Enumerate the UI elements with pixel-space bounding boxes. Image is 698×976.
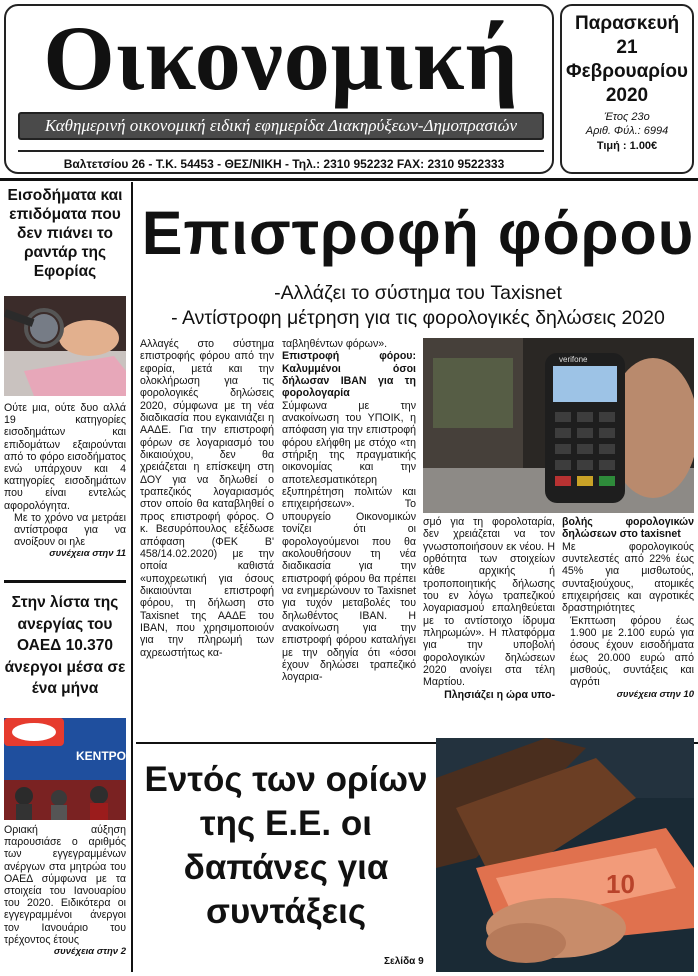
bottom-photo-banknotes: [436, 738, 694, 972]
newspaper-address: Βαλτετσίου 26 - Τ.Κ. 54453 - ΘΕΣ/ΝΙΚΗ - Τηλ.: 2310 952232 FAX: 2310 9522333: [63, 157, 505, 171]
bottom-headline: Εντός των ορίων της Ε.Ε. οι δαπάνες για συντάξεις: [144, 760, 428, 931]
left-story2-continued[interactable]: συνέχεια στην 2: [53, 946, 126, 958]
col3-text: σμό για τη φορολοταρία, δεν χρειάζεται να τον γνωστοποιήσουν εκ νέου. Η ορθότητα των στοιχείων κάθε αρχικής ή τροποποιητικής δήλωσης του εν λόγω τραπεζικού λογαριασμού επαληθεύεται με το αντίστοιχο ίδρυμα πληρωμών». Η πλατφόρμα για την υποβολή φορολογικών δηλώσεων 2020 ανοίγει στα τέλη Μαρτίου.: [423, 516, 555, 689]
price-value: 1.00€: [629, 140, 658, 152]
col2-subhead: Επιστροφή φόρου: Καλυμμένοι όσοι δήλωσαν ΙΒΑΝ για τη φορολογαρία: [282, 350, 416, 400]
left-story2-paragraph: Οριακή αύξηση παρουσιάσε ο αριθμός των εγγεγραμμένων ανέργων στα μητρώα του ΟΑΕΔ σύμφωνα με τα στοιχεία του Ιανουαρίου του 2020. Ειδικότερα οι εγγεγραμμένοι άνεργοι τον Ιανουάριο του τρέχοντος έτους: [4, 824, 126, 946]
col2-text: Σύμφωνα με την ανακοίνωση του ΥΠΟΙΚ, η απόφαση για την επιστροφή φόρου ελήφθη με στόχο «τη στήριξη της πραγματικής οικονομίας και την αποτελεσματικότερη εξυπηρέτηση πολιτών και επιχειρήσεων». Το υπουργείο Οικονομικών τονίζει ότι οι φορολογούμενοι που θα ακολουθήσουν τη νέα διαδικασία για την επιστροφή φόρου θα πρέπει να ενημερώνουν το Taxisnet για τυχόν μεταβολές του δηλωθέντος ΙΒΑΝ. Η ανακοίνωση για την επιστροφή φόρου καταλήγει με την οδηγία ότι «όσοι έχουν δηλώσει τραπεζικό λογαρια-: [282, 399, 416, 684]
oaed-sign-text: ΚΕΝΤΡΟ: [76, 749, 126, 763]
main-article-col3: [423, 516, 555, 734]
issue-day: Παρασκευή: [574, 13, 680, 34]
main-headline: Επιστροφή φόρου: [141, 199, 695, 267]
main-article-col4: [562, 516, 694, 738]
left-divider: [4, 580, 126, 583]
main-photo-pos-terminal: [423, 338, 694, 513]
col2-top-text: ταβληθέντων φόρων».: [282, 338, 388, 350]
issue-price-row: [562, 138, 692, 154]
issue-year: 2020: [605, 85, 649, 106]
main-subheadline-1: -Αλλάζει το σύστημα του Taxisnet: [274, 282, 562, 304]
left-story2-photo: [4, 718, 126, 820]
left-story1-continued[interactable]: συνέχεια στην 11: [49, 548, 126, 560]
left-story1-paragraph1: Ούτε μια, ούτε δυο αλλά 19 κατηγορίες εισοδημάτων και επιδομάτων εξαιρούνται από το φόρο εισοδήματος ενώ υπάρχουν και 4 κατηγορίες εισοδημάτων που είναι εντελώς αφορολόγητα.: [4, 402, 126, 512]
newspaper-title: Οικονομική: [43, 7, 519, 109]
column-rule: [131, 182, 133, 972]
main-article-continued[interactable]: συνέχεια στην 10: [616, 688, 694, 700]
pos-brand-label: verifone: [559, 355, 588, 364]
left-story2-text: [4, 824, 126, 958]
left-story1-headline: Εισοδήματα και επιδόματα που δεν πιάνει το ραντάρ της Εφορίας: [7, 187, 123, 280]
price-label: Τιμή :: [596, 140, 627, 152]
date-box: [560, 4, 694, 174]
col4-text2: Έκπτωση φόρου έως 1.900 με 2.100 ευρώ για όσους έχουν εισοδήματα έως 20.000 ευρώ από μισθούς, συντάξεις και αγρότι: [570, 614, 694, 689]
left-story1-text: [4, 402, 126, 560]
col4-subhead: βολής φορολογικών δηλώσεων στο taxisnet: [562, 516, 694, 541]
banknote-value: 10: [606, 869, 635, 899]
top-rule: [0, 178, 698, 181]
main-subheadline-2: - Αντίστροφη μέτρηση για τις φορολογικές δηλώσεις 2020: [171, 307, 665, 329]
issue-number: Αριθ. Φύλ.: 6994: [585, 125, 669, 137]
issue-etos: Έτος 23ο: [604, 111, 650, 123]
bottom-page-ref[interactable]: Σελίδα 9: [384, 956, 424, 967]
newspaper-subtitle: Καθημερινή οικονομική ειδική εφημερίδα Διακηρύξεων-Δημοπρασιών: [18, 112, 544, 140]
masthead: [4, 4, 554, 174]
main-article-col1: Αλλαγές στο σύστημα επιστροφής φόρου από την εφορία, μετά και την ολοκλήρωση για τις φορολογικές δηλώσεις 2020, σύμφωνα με τη νέα διαδικασία που εγκαινιάζει η ΑΑΔΕ. Για την επιστροφή φόρων σε λογαριασμό του δικαιούχου, δεν θα χρειάζεται η επίσκεψη στη ΔΟΥ για να δηλωθεί ο τραπεζικός λογαριασμός στον οποίο θα καταβληθεί ο προς επιστροφή φόρος. Ο κ. Βεσυρόπουλος εξέδωσε απόφαση (ΦΕΚ Β' 458/14.02.2020) με την οποία καθιστά «υποχρεωτική για όσους δικαιούνται επιστροφή φόρου, τη δήλωση στο Taxisnet της ΑΑΔΕ του ΙΒΑΝ, που χρησιμοποιούν για την πληρωμή των αχρεωστήτως κα-: [140, 338, 274, 659]
left-story1-photo: [4, 296, 126, 396]
left-story2-headline: Στην λίστα της ανεργίας του ΟΑΕΔ 10.370 άνεργοι μέσα σε ένα μήνα: [4, 594, 126, 697]
issue-date: 21: [616, 37, 638, 58]
main-article-col2: [282, 338, 416, 734]
col3-subhead: Πλησιάζει η ώρα υπο-: [444, 688, 555, 701]
masthead-divider: [18, 150, 544, 152]
issue-month: Φεβρουαρίου: [565, 61, 688, 82]
left-story1-paragraph2: Με το χρόνο να μετράει αντίστροφα για να ανοίξουν οι ηλε: [14, 511, 126, 549]
col4-text1: Με φορολογικούς συντελεστές από 22% έως 45% για μισθωτούς, συνταξιούχους, ατομικές επιχειρήσεις και αγροτικές δραστηριότητες: [562, 540, 694, 615]
